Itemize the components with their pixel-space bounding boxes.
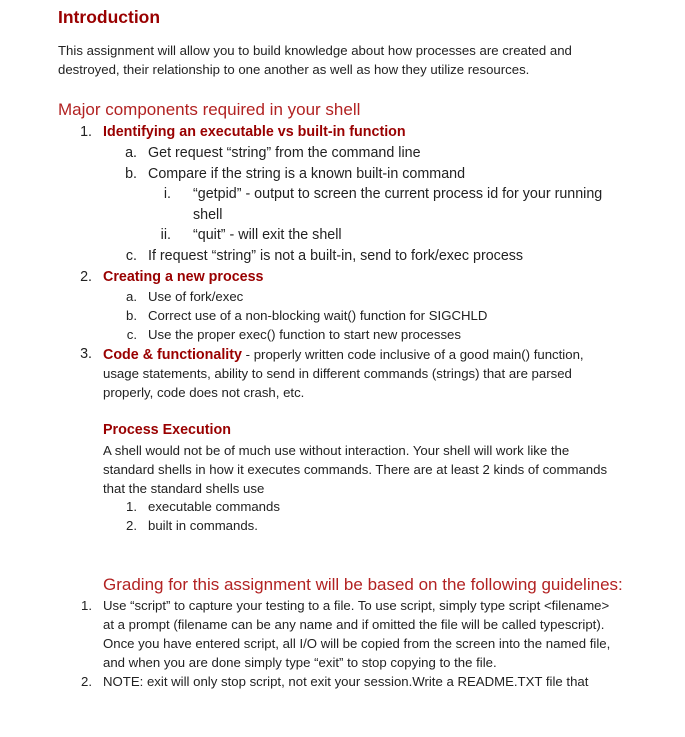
item1bi-line-2: shell: [193, 207, 223, 223]
list-marker: i.: [163, 186, 171, 202]
list-item: built in commands.: [148, 518, 258, 533]
item1bii-text: “quit” - will exit the shell: [193, 227, 342, 243]
list-marker: 1.: [126, 499, 137, 514]
item1c-text: If request “string” is not a built-in, send to fork/exec process: [148, 248, 524, 264]
grading-heading: Grading for this assignment will be based on the following guidelines:: [103, 575, 623, 594]
grading-item2-line-1: NOTE: exit will only stop script, not exit your session.Write a README.TXT file that: [103, 674, 589, 689]
list-marker: c.: [125, 248, 137, 264]
item1bi-line-1: “getpid” - output to screen the current process id for your running: [193, 186, 603, 202]
item3-line-2: usage statements, ability to send in different commands (strings) that are parsed: [103, 366, 572, 381]
item1b-text: Compare if the string is a known built-in command: [148, 166, 466, 182]
list-marker: 1.: [80, 124, 92, 140]
list-marker: b.: [126, 308, 137, 323]
list-marker: 2.: [126, 518, 137, 533]
process-execution-line-3: that the standard shells use: [103, 481, 265, 496]
item2c-text: Use the proper exec() function to start new processes: [148, 327, 461, 342]
item3-label: Code & functionality: [103, 347, 242, 363]
list-marker: 2.: [81, 674, 92, 689]
intro-line-1: This assignment will allow you to build knowledge about how processes are created and: [58, 43, 572, 58]
list-marker: 3.: [80, 346, 92, 362]
components-heading: Major components required in your shell: [58, 100, 361, 119]
grading-item1-line-4: and when you are done simply type “exit” to stop copying to the file.: [103, 655, 497, 670]
item2a-text: Use of fork/exec: [148, 289, 244, 304]
list-marker: b.: [125, 166, 137, 182]
list-marker: 1.: [81, 598, 92, 613]
item1-label: Identifying an executable vs built-in function: [103, 124, 406, 140]
item3-line-3: properly, code does not crash, etc.: [103, 385, 305, 400]
intro-line-2: destroyed, their relationship to one another as well as how they utilize resources.: [58, 62, 530, 77]
grading-item1-line-2: at a prompt (filename can be any name and if omitted the file will be called typescript).: [103, 617, 605, 632]
list-marker: ii.: [160, 227, 171, 243]
list-marker: a.: [125, 145, 137, 161]
item3-line-1-rest: - properly written code inclusive of a good main() function,: [242, 347, 584, 362]
grading-item1-line-3: Once you have entered script, all I/O will be copied from the screen into the named file,: [103, 636, 611, 651]
item1a-text: Get request “string” from the command line: [148, 145, 421, 161]
list-marker: c.: [126, 327, 137, 342]
item2b-text: Correct use of a non-blocking wait() function for SIGCHLD: [148, 308, 488, 323]
process-execution-line-2: standard shells in how it executes commands. There are at least 2 kinds of commands: [103, 462, 608, 477]
list-marker: 2.: [80, 269, 92, 285]
process-execution-line-1: A shell would not be of much use without interaction. Your shell will work like the: [103, 443, 570, 458]
process-execution-heading: Process Execution: [103, 422, 231, 438]
list-marker: a.: [126, 289, 137, 304]
grading-item1-line-1: Use “script” to capture your testing to a file. To use script, simply type script <filename>: [103, 598, 610, 613]
list-item: executable commands: [148, 499, 280, 514]
page-title: Introduction: [58, 7, 161, 27]
item3-line-1: [103, 347, 584, 363]
item2-label: Creating a new process: [103, 269, 264, 285]
